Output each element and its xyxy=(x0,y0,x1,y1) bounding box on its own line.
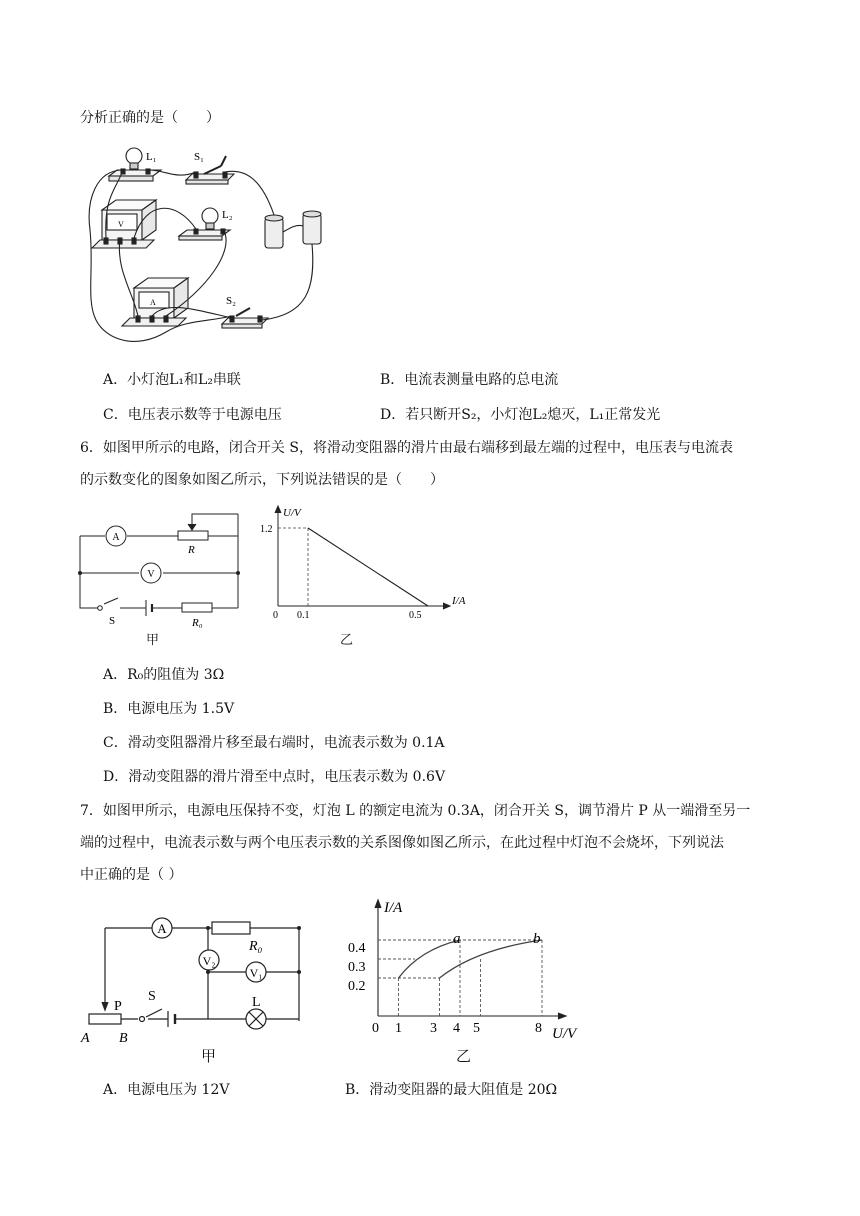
q7-chart-ytick-1: 0.3 xyxy=(348,960,366,975)
q7-circuit-resistor-label: R₀ xyxy=(249,939,263,954)
q5-label-l1: L₁ xyxy=(146,151,157,163)
q7-circuit-lamp-label: L xyxy=(252,995,261,1010)
q6-option-d[interactable]: D．滑动变阻器的滑片滑至中点时，电压表示数为 0.6V xyxy=(103,769,446,785)
q7-option-b[interactable]: B．滑动变阻器的最大阻值是 20Ω xyxy=(345,1082,558,1098)
q6-circuit-voltmeter-label: V xyxy=(147,569,155,580)
q6-chart-xtick-2: 0.5 xyxy=(409,610,422,620)
q7-series-a xyxy=(399,940,461,978)
q7-chart-xtick-5: 8 xyxy=(535,1021,542,1036)
q7-chart-xtick-2: 3 xyxy=(430,1021,437,1036)
q7-chart-curve-b-label: b xyxy=(533,931,541,947)
q6-chart-ytick: 1.2 xyxy=(260,524,273,535)
q6-circuit-rheostat-label: R xyxy=(188,544,195,556)
q7-chart-caption: 乙 xyxy=(456,1047,472,1065)
q6-circuit-caption: 甲 xyxy=(146,633,160,648)
q7-chart-curve-a-label: a xyxy=(453,931,461,947)
q6-chart-xlabel: I/A xyxy=(452,595,466,607)
q7-circuit-end-b-label: B xyxy=(119,1031,128,1046)
q6-series-line xyxy=(308,528,428,606)
q5-option-b[interactable]: B．电流表测量电路的总电流 xyxy=(380,372,559,388)
q7-chart-xlabel: U/V xyxy=(552,1026,577,1042)
q7-circuit-slider-label: P xyxy=(114,999,122,1014)
q5-option-a[interactable]: A．小灯泡L₁和L₂串联 xyxy=(103,372,241,388)
q6-option-b[interactable]: B．电源电压为 1.5V xyxy=(103,701,235,717)
q6-stem-line1: 6．如图甲所示的电路，闭合开关 S，将滑动变阻器的滑片由最右端移到最左端的过程中，电压表与电流表 xyxy=(80,440,733,456)
q7-chart-xtick-4: 5 xyxy=(473,1021,480,1036)
q5-label-ammeter: A xyxy=(150,298,156,307)
q7-circuit-end-a-label: A xyxy=(81,1031,90,1046)
q6-circuit-ammeter-label: A xyxy=(112,532,120,543)
q6-circuit-switch-label: S xyxy=(109,615,116,627)
q7-circuit-v1-label: V₁ xyxy=(249,966,263,980)
q7-chart xyxy=(340,898,590,1043)
q5-label-s1: S₁ xyxy=(194,151,204,163)
q7-stem-line1: 7．如图甲所示，电源电压保持不变，灯泡 L 的额定电流为 0.3A，闭合开关 S，调节滑片 P 从一端滑至另一 xyxy=(80,803,751,819)
q7-circuit-v2-label: V₂ xyxy=(202,954,216,968)
q7-circuit-figure xyxy=(76,908,308,1046)
q5-option-d[interactable]: D．若只断开S₂，小灯泡L₂熄灭，L₁正常发光 xyxy=(380,407,661,423)
q7-stem-line2: 端的过程中，电流表示数与两个电压表示数的关系图像如图乙所示，在此过程中灯泡不会烧坏，下列说法 xyxy=(80,835,724,851)
q6-stem-line2: 的示数变化的图象如图乙所示，下列说法错误的是（ ） xyxy=(80,472,444,488)
q7-circuit-caption: 甲 xyxy=(201,1047,217,1065)
q7-circuit-switch-label: S xyxy=(148,989,156,1004)
q7-chart-xtick-3: 4 xyxy=(453,1021,460,1036)
q7-chart-ytick-2: 0.2 xyxy=(348,979,366,994)
q6-circuit-resistor-label: R₀ xyxy=(192,617,203,629)
q7-chart-xtick-1: 1 xyxy=(395,1021,402,1036)
q6-circuit-figure xyxy=(76,506,246,632)
q5-label-voltmeter: V xyxy=(118,220,124,229)
q6-chart xyxy=(256,502,476,620)
q6-option-a[interactable]: A．R₀的阻值为 3Ω xyxy=(103,667,225,683)
q5-circuit-figure xyxy=(76,140,346,345)
q6-chart-ylabel: U/V xyxy=(283,507,301,519)
q7-option-a[interactable]: A．电源电压为 12V xyxy=(103,1082,230,1098)
q5-label-s2: S₂ xyxy=(226,295,236,307)
q6-option-c[interactable]: C．滑动变阻器滑片移至最右端时，电流表示数为 0.1A xyxy=(103,735,445,751)
q7-stem-line3: 中正确的是（ ） xyxy=(80,867,183,883)
q7-chart-ylabel: I/A xyxy=(384,900,403,916)
q6-chart-xtick-1: 0.1 xyxy=(297,610,310,620)
q7-circuit-ammeter-label: A xyxy=(157,921,167,936)
q7-chart-xtick-0: 0 xyxy=(372,1021,379,1036)
q5-option-c[interactable]: C．电压表示数等于电源电压 xyxy=(103,407,282,423)
q6-chart-xtick-0: 0 xyxy=(273,610,278,620)
q6-chart-caption: 乙 xyxy=(340,633,354,648)
q5-intro: 分析正确的是（ ） xyxy=(80,110,220,126)
q7-chart-ytick-0: 0.4 xyxy=(348,941,366,956)
q5-label-l2: L₂ xyxy=(222,209,233,221)
